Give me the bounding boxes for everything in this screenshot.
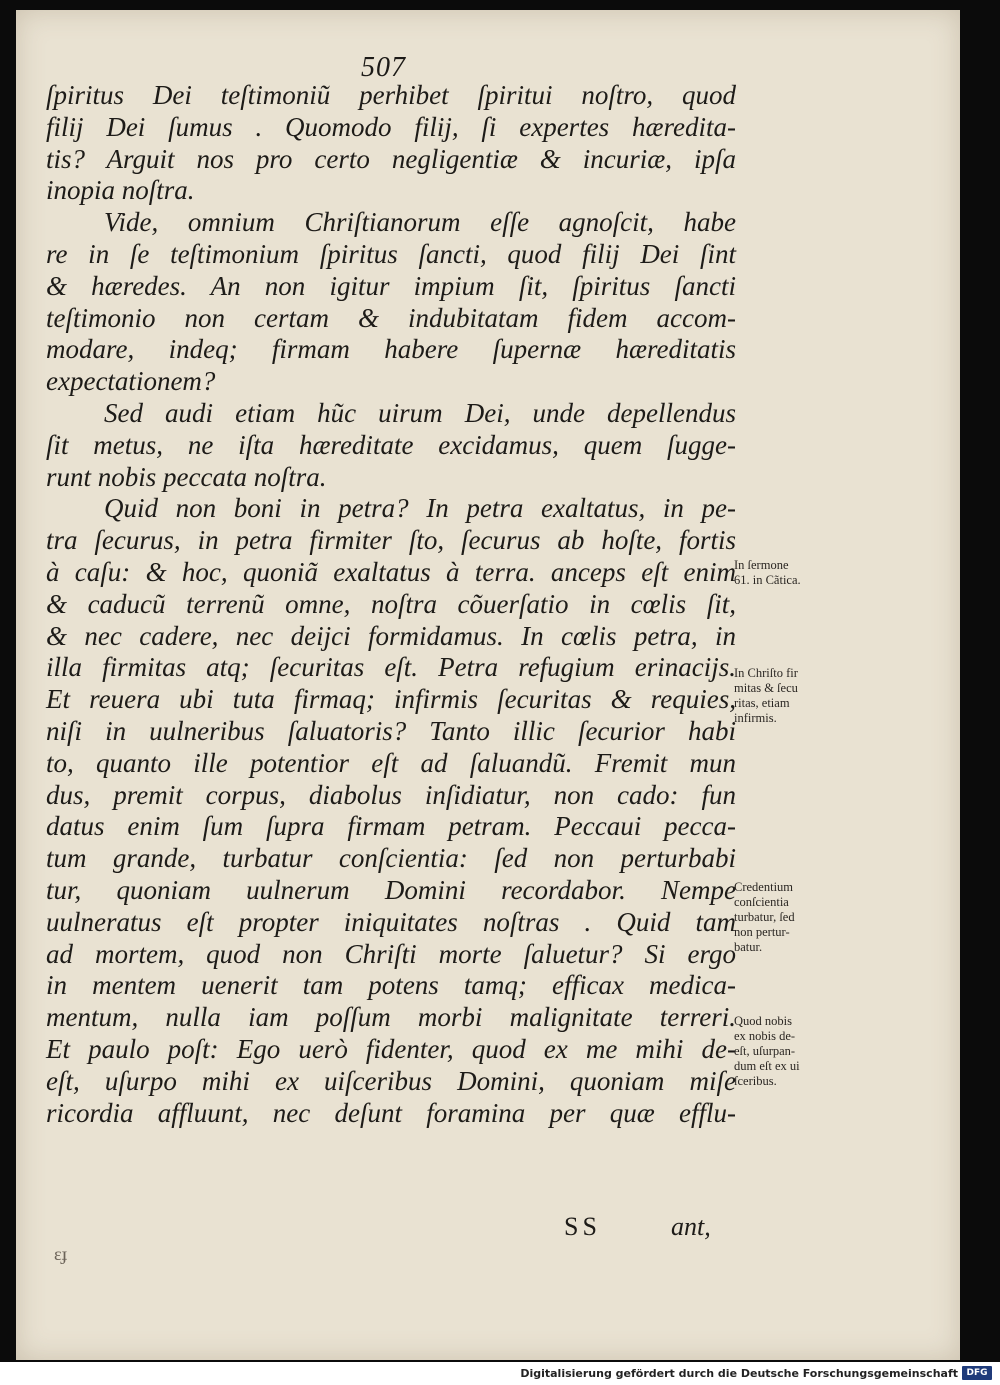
text-line: & caducũ terrenũ omne, noſtra cõuerſatio in cœlis ſit,	[46, 588, 736, 619]
text-line: & hæredes. An non igitur impium ſit, ſpiritus ſancti	[46, 270, 736, 301]
footer-bar	[0, 1362, 1000, 1385]
margin-note	[734, 1014, 846, 1089]
book-page	[16, 10, 960, 1360]
text-line: datus enim ſum ſupra firmam petram. Peccaui pecca-	[46, 811, 736, 842]
text-line: tum grande, turbatur conſcientia: ſed non perturbabi	[46, 843, 736, 874]
dfg-logo: DFG	[962, 1366, 992, 1380]
text-line: ſit metus, ne iſta hæreditate excidamus, quem ſugge-	[46, 429, 736, 460]
text-line: uulneratus eſt propter iniquitates noſtras . Quid tam	[46, 906, 736, 937]
margin-note-line: dum eſt ex ui	[734, 1059, 800, 1073]
text-line: Quid non boni in petra? In petra exaltatus, in pe-	[104, 493, 736, 524]
margin-note-line: ex nobis de-	[734, 1029, 796, 1043]
margin-note	[734, 666, 846, 726]
page-number: 507	[361, 52, 406, 83]
margin-note	[734, 880, 846, 955]
margin-note-line: non pertur-	[734, 925, 790, 939]
text-line: tis? Arguit nos pro certo negligentiæ & incuriæ, ipſa	[46, 143, 736, 174]
margin-note-line: ritas, etiam	[734, 696, 790, 710]
text-line: teſtimonio non certam & indubitatam fidem accom-	[46, 302, 736, 333]
margin-note-line: 61. in Cãtica.	[734, 573, 801, 587]
signature-mark: SS	[564, 1212, 601, 1241]
margin-note-line: turbatur, ſed	[734, 910, 795, 924]
text-line: niſi in uulneribus ſaluatoris? Tanto illic ſecurior habi	[46, 715, 736, 746]
text-line: dus, premit corpus, diabolus inſidiatur, non cado: fun	[46, 779, 736, 810]
text-line: eſt, uſurpo mihi ex uiſceribus Domini, quoniam miſe	[46, 1065, 736, 1096]
funding-credit: Digitalisierung gefördert durch die Deutsche Forschungsgemeinschaft	[520, 1367, 958, 1380]
margin-note-line: Credentium	[734, 880, 794, 894]
text-line: Vide, omnium Chriſtianorum eſſe agnoſcit, habe	[104, 207, 736, 238]
text-line: filij Dei ſumus . Quomodo filij, ſi expertes hæredita-	[46, 111, 736, 142]
text-line: inopia noſtra.	[46, 175, 195, 206]
text-line: modare, indeq; firmam habere ſupernæ hæreditatis	[46, 334, 736, 365]
margin-note-line: eſt, uſurpan-	[734, 1044, 796, 1058]
text-line: re in ſe teſtimonium ſpiritus ſancti, quod filij Dei ſint	[46, 238, 736, 269]
text-line: Et paulo poſt: Ego uerò fidenter, quod ex me mihi de-	[46, 1033, 736, 1064]
margin-note-line: infirmis.	[734, 711, 777, 725]
margin-note-line: ſceribus.	[734, 1074, 777, 1088]
text-line: à caſu: & hoc, quoniã exaltatus à terra. anceps eſt enim	[46, 556, 736, 587]
text-line: ſpiritus Dei teſtimoniũ perhibet ſpiritui noſtro, quod	[46, 80, 736, 110]
text-line: tur, quoniam uulnerum Domini recordabor. Nempe	[46, 874, 736, 905]
text-line: ricordia affluunt, nec deſunt foramina per quæ efflu-	[46, 1097, 736, 1128]
text-line: & nec cadere, nec deijci formidamus. In cœlis petra, in	[46, 620, 736, 651]
text-line: runt nobis peccata noſtra.	[46, 461, 327, 492]
margin-note-line: batur.	[734, 940, 763, 954]
margin-note-line: conſcientia	[734, 895, 789, 909]
catchword: ant,	[671, 1212, 711, 1241]
margin-note-line: In ſermone	[734, 558, 789, 572]
margin-note-line: In Chriſto fir	[734, 666, 798, 680]
corner-mark: ɛɟ	[54, 1244, 68, 1264]
text-line: expectationem?	[46, 366, 216, 397]
text-line: ad mortem, quod non Chriſti morte ſaluetur? Si ergo	[46, 938, 736, 969]
text-line: Sed audi etiam hũc uirum Dei, unde depellendus	[104, 397, 736, 428]
text-line: to, quanto ille potentior eſt ad ſaluandũ. Fremit mun	[46, 747, 736, 778]
body-text	[46, 80, 736, 1129]
margin-note-line: Quod nobis	[734, 1014, 792, 1028]
text-line: illa firmitas atq; ſecuritas eſt. Petra refugium erinacijs.	[46, 652, 736, 683]
text-line: tra ſecurus, in petra firmiter ſto, ſecurus ab hoſte, fortis	[46, 525, 736, 556]
text-line: in mentem uenerit tam potens tamq; efficax medica-	[46, 970, 736, 1001]
margin-note	[734, 558, 846, 588]
text-line: Et reuera ubi tuta firmaq; infirmis ſecuritas & requies,	[46, 684, 736, 715]
text-line: mentum, nulla iam poſſum morbi malignitate terreri.	[46, 1002, 736, 1033]
margin-note-line: mitas & ſecu	[734, 681, 798, 695]
